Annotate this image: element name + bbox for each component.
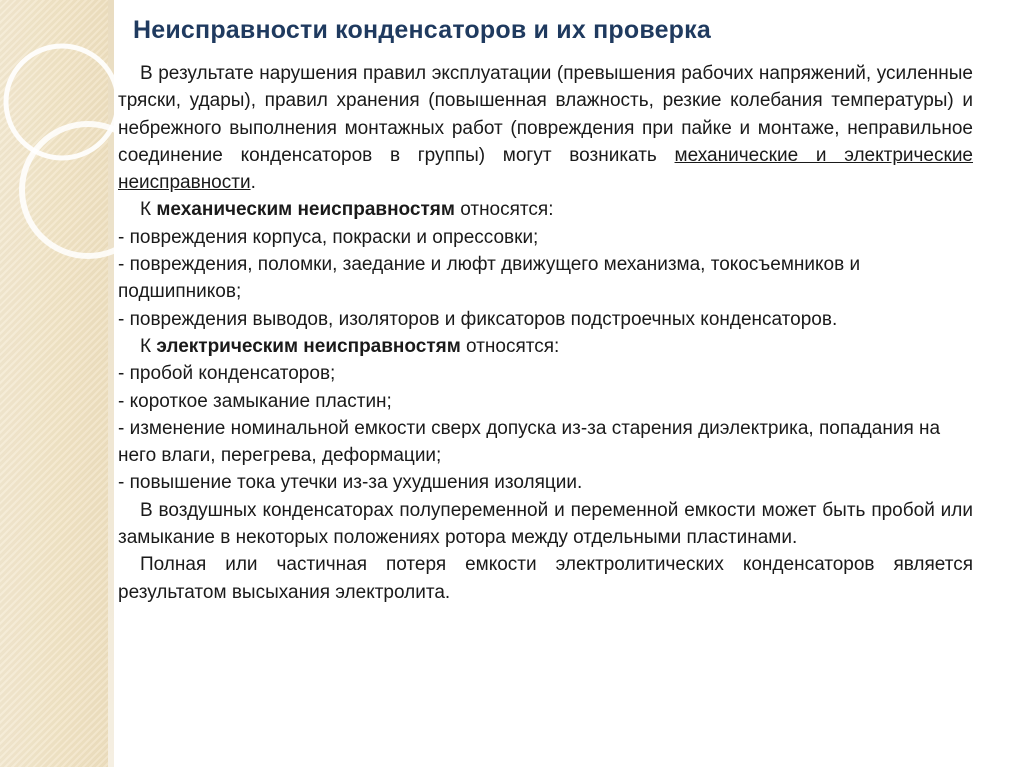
intro-end: . <box>250 172 256 194</box>
intro-underlined-text: механические и электрические неисправности <box>118 144 973 194</box>
air-capacitors-paragraph: В воздушных конденсаторах полупеременной и переменной емкости может быть пробой или замыкание в некоторых положениях ротора между отдельными пластинами. <box>118 499 973 549</box>
electrical-bold: электрическим неисправностям <box>156 335 461 357</box>
list-item: - повреждения выводов, изоляторов и фиксаторов подстроечных конденсаторов. <box>118 308 838 330</box>
slide-body <box>118 60 973 606</box>
electrical-prefix: К <box>140 335 157 357</box>
mechanical-bold: механическим неисправностям <box>156 199 455 221</box>
mechanical-prefix: К <box>140 199 157 221</box>
list-item: - повышение тока утечки из-за ухудшения изоляции. <box>118 472 583 494</box>
electrical-suffix: относятся: <box>460 335 560 357</box>
list-item: - короткое замыкание пластин; <box>118 390 392 412</box>
list-item: - пробой конденсаторов; <box>118 363 336 385</box>
electrolytic-paragraph: Полная или частичная потеря емкости электролитических конденсаторов является результатом высыхания электролита. <box>118 554 973 603</box>
intro-text: В результате нарушения правил эксплуатации (превышения рабочих напряжений, усиленные тряски, удары), правил хранения (повышенная влажность, резкие колебания температуры) и небрежного выполнения монтажных работ (повреждения при пайке и монтаже, неправильное соединение конденсаторов в группы) могут возникать <box>118 63 973 166</box>
intro-paragraph <box>118 60 973 196</box>
electrical-heading <box>118 333 973 360</box>
mechanical-heading <box>118 196 973 223</box>
list-item: - изменение номинальной емкости сверх допуска из-за старения диэлектрика, попадания на него влаги, перегрева, деформации; <box>118 417 941 467</box>
list-item: - повреждения, поломки, заедание и люфт движущего механизма, токосъемников и подшипников; <box>118 254 861 303</box>
mechanical-suffix: относятся: <box>454 199 554 221</box>
page-title: Неисправности конденсаторов и их проверка <box>133 16 711 44</box>
list-item: - повреждения корпуса, покраски и опрессовки; <box>118 226 539 248</box>
